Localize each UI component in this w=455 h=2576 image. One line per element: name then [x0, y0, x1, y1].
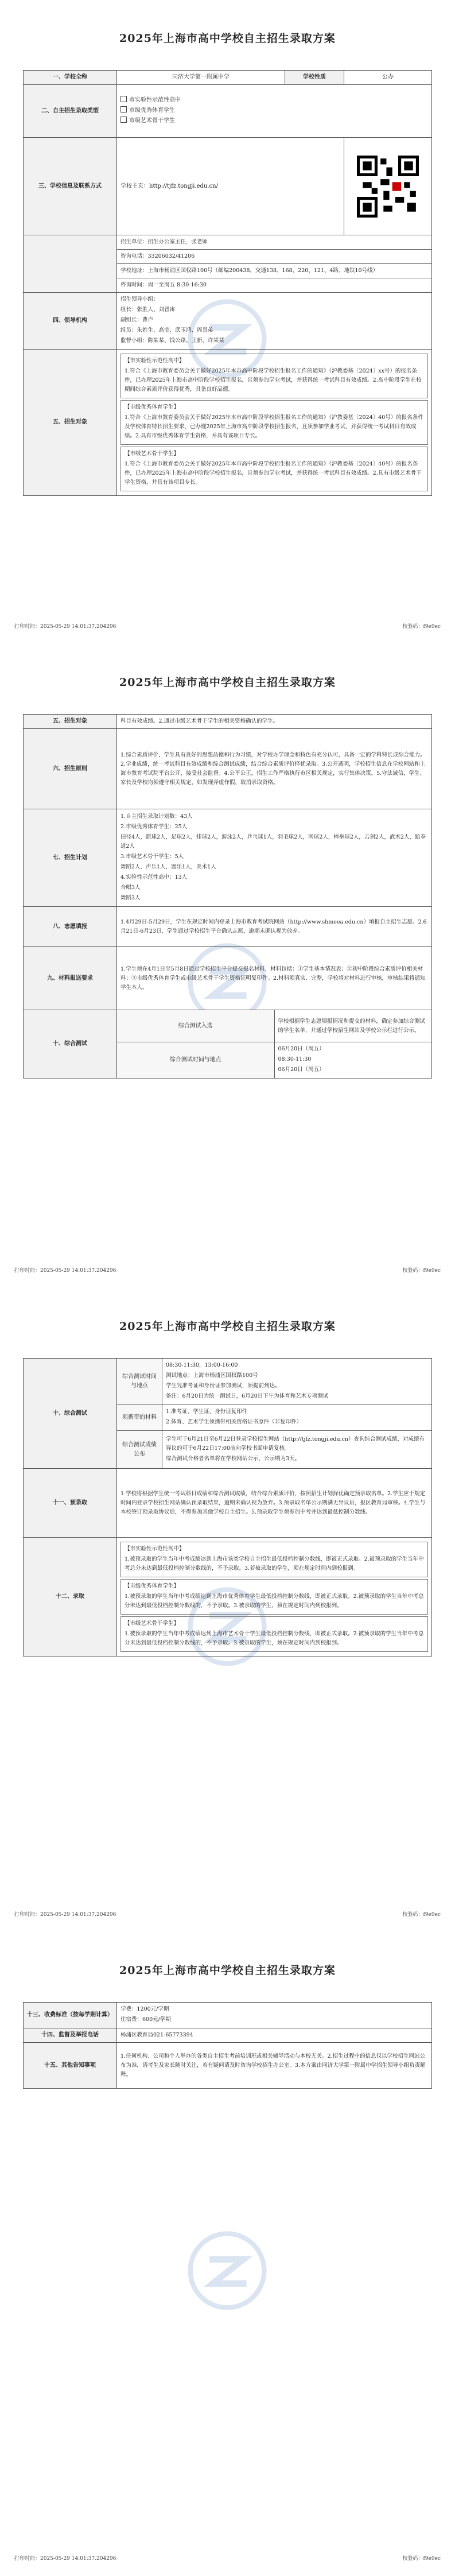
plan-line: 1.自主招生录取计划数：43人	[120, 813, 193, 820]
qr-code-icon[interactable]	[357, 156, 419, 218]
admission-table-p1	[23, 70, 432, 496]
print-time: 打印时间：2025-05-29 14:01:37.204296	[14, 624, 116, 630]
sub-label: 综合测试时间与地点	[117, 1359, 162, 1405]
other-notices: 1.任何机构、公司和个人举办的各类自主招生考前培训班或相关辅导活动与本校无关。2.招生过程中的信息仅以学校招生网站公布为准，请考生及家长随时关注，若有疑问请及时咨询学校招生办公室。3.本方案由同济大学第一附属中学招生领导小组负责解释。	[117, 2043, 432, 2089]
table-row	[24, 235, 432, 250]
block-heading: 【市实验性示范性高中】	[125, 358, 185, 364]
page-2	[0, 644, 455, 1288]
fee-line: 住宿费：600元/学期	[120, 2016, 171, 2023]
plan-line: 合唱3人	[120, 884, 141, 891]
school-website[interactable]: 学校主页：http://tjfz.tongji.edu.cn/	[117, 138, 344, 235]
info-line: 08:30-11:30，13:00-16:00	[166, 1362, 238, 1368]
pre-admission: 1.学校将根据学生统一考试科目成绩和综合测试成绩，结合综合素质评价，按照招生计划择优确定预录取名单。2.学生应于规定时间内登录学校招生网站确认预录取结果，逾期未确认视为放弃。3.预录取名单公示期满无异议后，报区教育局审核。4.学生与本校签订预录取协议后，不得参加其他学校自主招生。5.预录取学生须参加中考并达到最低控制分数线。	[117, 1469, 432, 1538]
block-text: 1.符合《上海市教育委员会关于做好2025年本市高中阶段学校招生报名工作的通知》（沪教委基〔2024〕40号）的报名条件及学校体育特长招生要求，已办理2025年上海市高中阶段学校招生报名，且须参加学业考试，并获得统一考试科目有效成绩。2.具有市级优秀体育学生资格，并具有该项目专长。	[125, 414, 423, 439]
page-footer	[14, 622, 441, 630]
row-label: 十四、监督及举报电话	[24, 2028, 117, 2043]
document-title: 2025年上海市高中学校自主招生录取方案	[119, 1964, 336, 1977]
row-label: 二、自主招生录取类型	[24, 85, 117, 138]
row-label: 十、综合测试	[24, 1359, 117, 1469]
option-label: 市实验性示范性高中	[129, 96, 181, 103]
row-label: 十、综合测试	[24, 1010, 117, 1078]
schedule-line: 06月20日（周五）	[278, 1046, 325, 1052]
sub-label: 须携带的材料	[117, 1405, 162, 1431]
row-label: 五、招生对象	[24, 350, 117, 496]
info-line: 测试地点：上海市杨浦区国权路100号	[166, 1372, 258, 1379]
leadership-line: 组长：张胜人、刘晋宙	[120, 307, 176, 313]
row-label: 十三、收费标准（按每学期计算）	[24, 2003, 117, 2028]
table-row	[24, 85, 432, 138]
document-title: 2025年上海市高中学校自主招生录取方案	[119, 1320, 336, 1333]
print-time: 打印时间：2025-05-29 14:01:37.204296	[14, 1912, 116, 1918]
page-footer	[14, 1910, 441, 1918]
leadership-info	[117, 293, 432, 350]
document-title: 2025年上海市高中学校自主招生录取方案	[119, 676, 336, 689]
watermark-logo-icon	[187, 2230, 267, 2311]
score-release	[162, 1431, 432, 1469]
contact-unit: 招生单位：招生办公室主任，张老师	[117, 235, 432, 250]
page-footer	[14, 1266, 441, 1274]
materials-requirements: 1.学生须在4月1日至5月8日通过学校招生平台提交报名材料，材料包括：①学生基本情况表；②初中阶段综合素质评价相关材料；③市级优秀体育学生或市级艺术骨干学生资格证明复印件。2.材料须真实、完整，学校将对材料进行审核，审核结果将通知学生本人。	[117, 947, 432, 1010]
qr-code-cell	[344, 138, 432, 235]
table-row	[24, 2028, 432, 2043]
verify-code: 校验码：f9e9ec	[402, 1268, 441, 1274]
table-row	[24, 947, 432, 1010]
checkbox[interactable]	[120, 117, 127, 123]
row-label: 一、学校全称	[24, 71, 117, 85]
application-info: 1.4月29日-5月29日，学生在规定时间内登录上海市教育考试院网站（http://www.shmeea.edu.cn）填报自主招生志愿。2.6月21日-6月23日，学生通过学校招生平台确认志愿，逾期未确认视为放弃。	[117, 907, 432, 947]
table-row	[24, 729, 432, 809]
info-line: 学生可于6月21日至6月22日登录学校招生网站（http://tjfz.tongji.edu.cn）查询综合测试成绩，对成绩有异议的可于6月22日17:00前向学校书面申请复核。	[166, 1436, 425, 1452]
info-line: 1.准考证、学生证、身份证复印件	[166, 1409, 248, 1415]
contact-phone: 咨询电话：33206032/41206	[117, 250, 432, 264]
contact-address: 学校地址：上海市杨浦区国权路100号（邮编200438，交通138、168、220、121、4路、地铁10号线）	[117, 264, 432, 278]
admission-rules	[117, 1538, 432, 1656]
target-students	[117, 350, 432, 496]
info-line: 2.体育、艺术学生须携带相关资格证书原件（非复印件）	[166, 1419, 302, 1425]
option-label: 市级艺术骨干学生	[129, 117, 175, 124]
supervision-phone: 杨浦区教育局021-65773394	[117, 2028, 432, 2043]
table-row	[24, 293, 432, 350]
row-label: 八、志愿填报	[24, 907, 117, 947]
test-selection-text: 学校根据学生志愿填报情况和提交的材料，确定参加综合测试的学生名单，并通过学校招生网站及学校公示栏进行公示。	[274, 1010, 432, 1042]
table-row	[24, 71, 432, 85]
table-row	[24, 1538, 432, 1656]
plan-line: 舞蹈3人	[120, 894, 141, 901]
verify-code: 校验码：f9e9ec	[402, 624, 441, 630]
document-title: 2025年上海市高中学校自主招生录取方案	[119, 32, 336, 45]
leadership-line: 招生领导小组：	[120, 296, 159, 302]
page-1	[0, 0, 455, 644]
block-heading: 【市实验性示范性高中】	[125, 1546, 185, 1552]
plan-line: 舞蹈2人，声乐1人，器乐1人，美术1人	[120, 863, 216, 870]
fees	[117, 2003, 432, 2028]
row-label: 五、招生对象	[24, 715, 117, 729]
row-label: 十一、预录取	[24, 1469, 117, 1538]
row-label: 九、材料报送要求	[24, 947, 117, 1010]
table-row	[24, 809, 432, 907]
admission-table-p4	[23, 2002, 432, 2089]
school-name: 同济大学第一附属中学	[117, 71, 285, 85]
page-4	[0, 1932, 455, 2576]
plan-line: 3.市级艺术骨干学生：5人	[120, 853, 184, 860]
leadership-line: 组员：朱姓生、高莹、武玉鸿、周景弟	[120, 327, 213, 333]
block-text: 1.被预录取的学生当年中考成绩达到上海市优秀体育学生最低投档控制分数线，即被正式录取。2.被预录取的学生当年中考总分未达到最低投档控制分数线的，不予录取。3.被录取的学生，须在规定时间内到校报到。	[125, 1593, 424, 1609]
row-label: 四、领导机构	[24, 293, 117, 350]
block-text: 1.符合《上海市教育委员会关于做好2025年本市高中阶段学校招生报名工作的通知》（沪教委基〔2024〕40号）的报名条件，已办理2025年上海市高中阶段学校招生报名，且须参加学业考试，并获得统一考试科目有效成绩。2.具有市级艺术骨干学生资格，并具有该项目专长。	[125, 461, 422, 486]
plan-line: 4.实验性示范性高中：13人	[120, 874, 188, 880]
table-row	[24, 1469, 432, 1538]
verify-code: 校验码：f9e9ec	[402, 1912, 441, 1918]
test-time-place	[162, 1359, 432, 1405]
info-line: 备注：6月20日为统一测试日，6月20日下午为体育和艺术专项测试	[166, 1393, 329, 1399]
row-label: 十五、其他告知事项	[24, 2043, 117, 2089]
checkbox[interactable]	[120, 96, 127, 102]
block-heading: 【市级艺术骨干学生】	[125, 1620, 180, 1627]
schedule-line: 06月20日（周五）	[278, 1066, 325, 1073]
verify-code: 校验码：f9e9ec	[402, 2556, 441, 2562]
table-row	[24, 1010, 432, 1042]
page-3	[0, 1288, 455, 1932]
table-row	[24, 138, 432, 235]
print-time: 打印时间：2025-05-29 14:01:37.204296	[14, 2556, 116, 2562]
test-schedule	[274, 1042, 432, 1078]
plan-line: 2.市级优秀体育学生：25人	[120, 823, 188, 830]
option-label: 市级优秀体育学生	[129, 107, 175, 114]
admission-plan	[117, 809, 432, 907]
sub-label: 综合测试成绩公布	[117, 1431, 162, 1469]
row-label: 七、招生计划	[24, 809, 117, 907]
table-row	[24, 715, 432, 729]
info-line: 学生凭准考证和身份证参加测试，须提前到达。	[166, 1383, 281, 1389]
block-heading: 【市级艺术骨干学生】	[125, 451, 180, 457]
leadership-line: 监督小组：陈某某、钱公路、王新、许某某	[120, 337, 224, 344]
block-text: 1.符合《上海市教育委员会关于做好2025年本市高中阶段学校招生报名工作的通知》（沪教委基〔2024〕xx号）的报名条件，已办理2025年上海市高中阶段学校招生报名，且须参加学业考试，并获得统一考试科目有效成绩。2.高中阶段学生在校期间综合素质评价获得优秀，具备良好品德。	[125, 368, 422, 393]
table-row	[24, 907, 432, 947]
block-text: 1.被预录取的学生当年中考成绩达到上海市艺术骨干学生最低投档控制分数线，即被正式录取。2.被预录取的学生当年中考总分未达到最低投档控制分数线的，不予录取。3.被录取的学生，须在规定时间内到校报到。	[125, 1631, 424, 1646]
row-label	[24, 235, 117, 293]
sub-label: 综合测试入选	[117, 1010, 275, 1042]
print-time: 打印时间：2025-05-29 14:01:37.204296	[14, 1268, 116, 1274]
fee-line: 学费：1200元/学期	[120, 2006, 169, 2012]
leadership-line: 副组长：曹卢	[120, 317, 154, 323]
block-text: 1.被预录取的学生当年中考成绩达到上海市该类学校自主招生最低投档控制分数线，即被正式录取。2.被预录取的学生当年中考总分未达到最低投档控制分数线的，不予录取。3.若被录取的学生，须在规定时间内到校报到。	[125, 1556, 424, 1572]
sub-label: 综合测试时间与地点	[117, 1042, 275, 1078]
checkbox[interactable]	[120, 106, 127, 112]
required-materials	[162, 1405, 432, 1431]
admission-table-p2	[23, 714, 432, 1078]
plan-line: 田径4人，篮球2人，足球2人，排球2人，游泳2人，乒乓球1人，羽毛球2人，网球2人，棒垒球2人，击剑2人，武术2人，跆拳道2人	[120, 833, 426, 849]
schedule-line: 08:30-11:30	[278, 1056, 312, 1062]
table-row	[24, 2003, 432, 2028]
row-label: 六、招生原则	[24, 729, 117, 809]
row-label: 学校性质	[285, 71, 344, 85]
block-heading: 【市级优秀体育学生】	[125, 404, 180, 410]
block-heading: 【市级优秀体育学生】	[125, 1583, 180, 1589]
admission-table-p3	[23, 1358, 432, 1656]
table-row	[24, 2043, 432, 2089]
target-students-cont: 科目有效成绩。2.通过市级艺术骨干学生的相关资格确认的学生。	[117, 715, 432, 729]
row-label: 十二、录取	[24, 1538, 117, 1656]
row-label: 三、学校信息及联系方式	[24, 138, 117, 235]
info-line: 综合测试合格者名单将在学校网站公示，公示期为3天。	[166, 1455, 301, 1462]
page-footer	[14, 2554, 441, 2562]
admission-principles: 1.综合素质评价，学生具有良好的思想品德和行为习惯，对学校办学理念和特色有充分认可，具备一定的学科特长或综合能力。2.学业成绩，统一考试科目有效成绩和综合测试成绩，结合综合素质评价择优录取。3.公开透明，学校招生信息在学校网站和上海市教育考试院平台公开，接受社会监督。4.公平公正，招生工作严格执行市区相关规定，实行集体决策。5.守法诚信，学生、家长及学校均须遵守相关规定，如发现弄虚作假，取消录取资格。	[117, 729, 432, 809]
table-row	[24, 350, 432, 496]
admission-type-options	[117, 85, 432, 138]
contact-time: 咨询时间：周一至周五 8:30-16:30	[117, 278, 432, 293]
table-row	[24, 1359, 432, 1405]
school-nature: 公办	[344, 71, 432, 85]
